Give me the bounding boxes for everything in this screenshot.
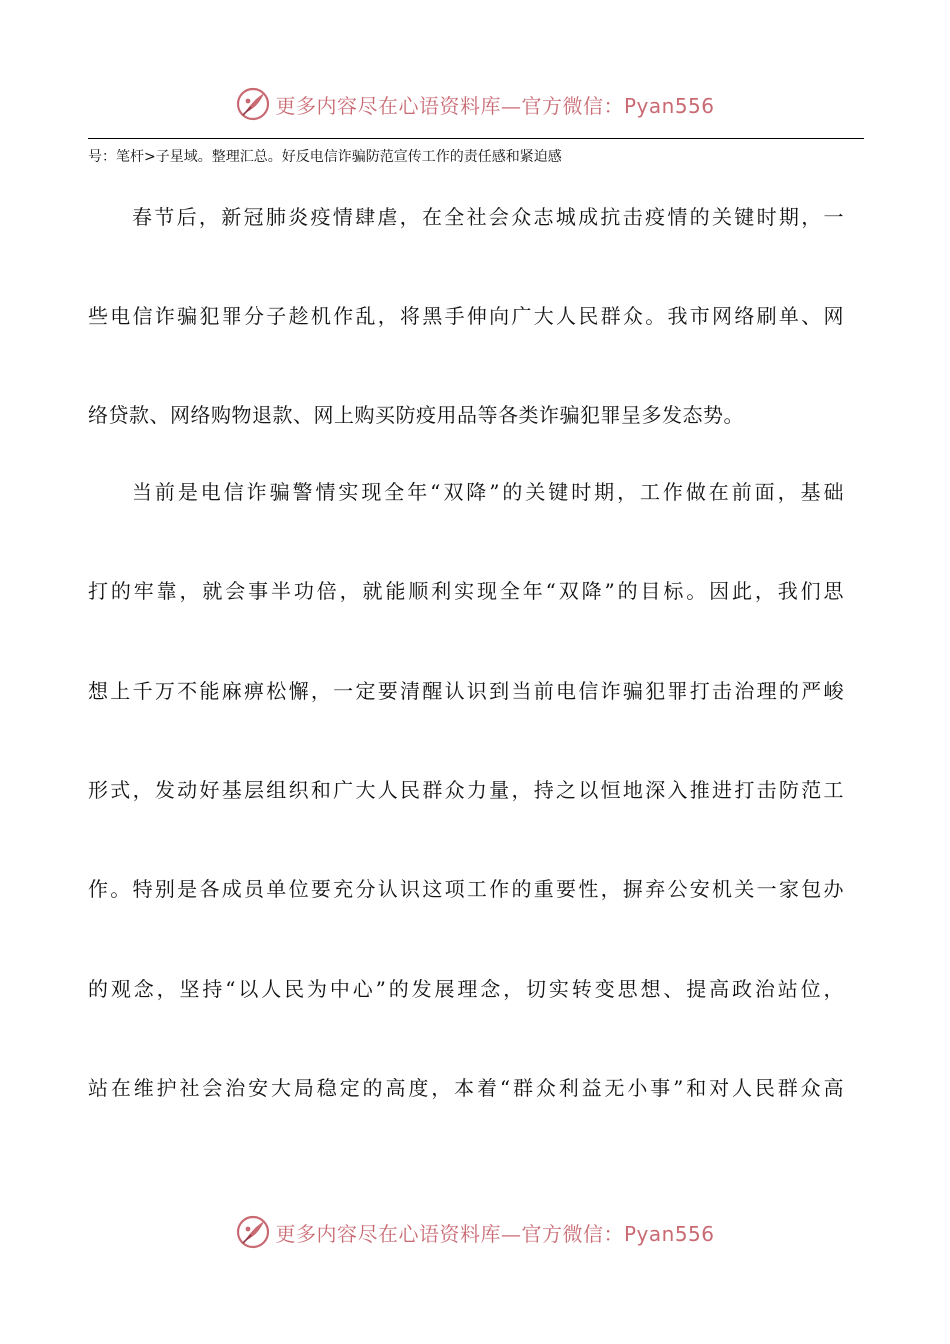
banner-wechat-id: Pyan556 xyxy=(623,1221,715,1246)
body-line: 络贷款、网络购物退款、网上购买防疫用品等各类诈骗犯罪呈多发态势。 xyxy=(88,403,744,427)
banner-wechat-id: Pyan556 xyxy=(623,93,715,118)
body-line: 想上千万不能麻痹松懈，一定要清醒认识到当前电信诈骗犯罪打击治理的严峻 xyxy=(88,679,844,703)
banner-label: 更多内容尽在心语资料库—官方微信： xyxy=(275,93,624,118)
banner-label: 更多内容尽在心语资料库—官方微信： xyxy=(275,1221,624,1246)
body-line: 打的牢靠，就会事半功倍，就能顺利实现全年“双降”的目标。因此，我们思 xyxy=(88,579,844,603)
banner-text xyxy=(275,1218,714,1247)
body-line: 的观念，坚持“以人民为中心”的发展理念，切实转变思想、提高政治站位， xyxy=(88,977,844,1001)
running-header-text: 号：笔杆>子星域。整理汇总。好反电信诈骗防范宣传工作的责任感和紧迫感 xyxy=(88,149,562,165)
body-line: 些电信诈骗犯罪分子趁机作乱，将黑手伸向广大人民群众。我市网络刷单、网 xyxy=(88,304,844,328)
header-banner xyxy=(0,82,950,126)
footer-banner xyxy=(0,1210,950,1254)
feather-pen-logo-icon xyxy=(235,1214,271,1250)
body-line: 作。特别是各成员单位要充分认识这项工作的重要性，摒弃公安机关一家包办 xyxy=(88,877,844,901)
body-line: 站在维护社会治安大局稳定的高度，本着“群众利益无小事”和对人民群众高 xyxy=(88,1076,844,1100)
body-line: 当前是电信诈骗警情实现全年“双降”的关键时期，工作做在前面，基础 xyxy=(132,480,844,504)
banner-text xyxy=(275,90,714,119)
body-line: 春节后，新冠肺炎疫情肆虐，在全社会众志城成抗击疫情的关键时期，一 xyxy=(132,205,844,229)
feather-pen-logo-icon xyxy=(235,86,271,122)
header-rule xyxy=(88,138,864,139)
body-line: 形式，发动好基层组织和广大人民群众力量，持之以恒地深入推进打击防范工 xyxy=(88,778,844,802)
